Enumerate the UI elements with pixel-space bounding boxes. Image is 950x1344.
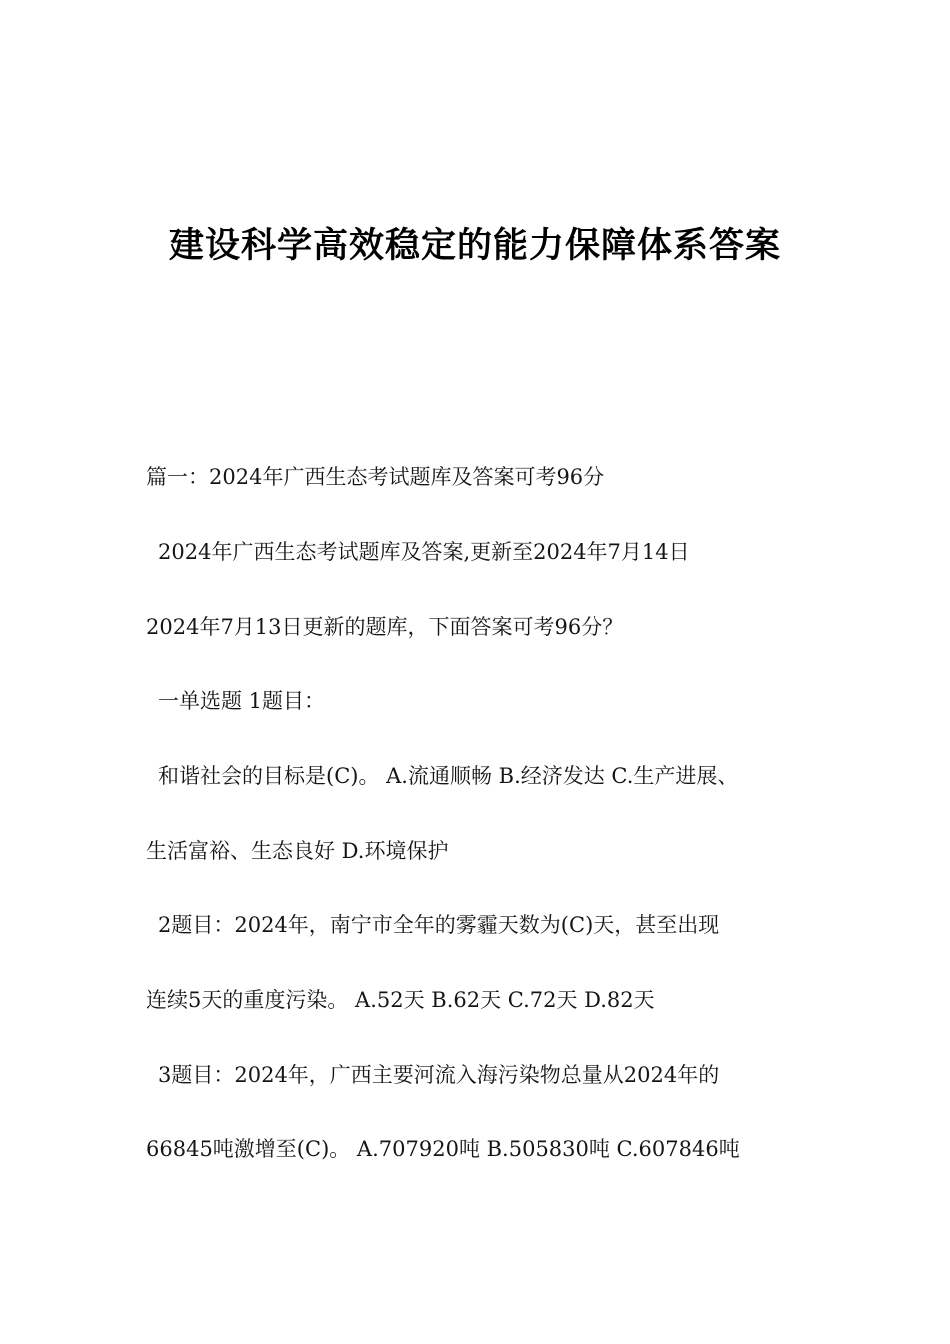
paragraph-line: 2024年7月13日更新的题库，下面答案可考96分？: [146, 615, 624, 639]
paragraph-line: 2024年广西生态考试题库及答案,更新至2024年7月14日: [158, 540, 690, 564]
question-line: 66845吨激增至(C)。 A.707920吨 B.505830吨 C.607846吨: [146, 1137, 740, 1161]
question-line: 2题目：2024年，南宁市全年的雾霾天数为(C)天，甚至出现: [158, 913, 720, 937]
document-title: 建设科学高效稳定的能力保障体系答案: [168, 226, 781, 266]
question-line: 3题目：2024年，广西主要河流入海污染物总量从2024年的: [158, 1063, 720, 1087]
question-line: 连续5天的重度污染。 A.52天 B.62天 C.72天 D.82天: [146, 988, 655, 1012]
question-heading: 一单选题 1题目：: [158, 689, 326, 713]
section-heading: 篇一：2024年广西生态考试题库及答案可考96分: [146, 465, 605, 489]
question-line: 生活富裕、生态良好 D.环境保护: [146, 839, 449, 863]
question-line: 和谐社会的目标是(C)。 A.流通顺畅 B.经济发达 C.生产进展、: [158, 764, 739, 788]
